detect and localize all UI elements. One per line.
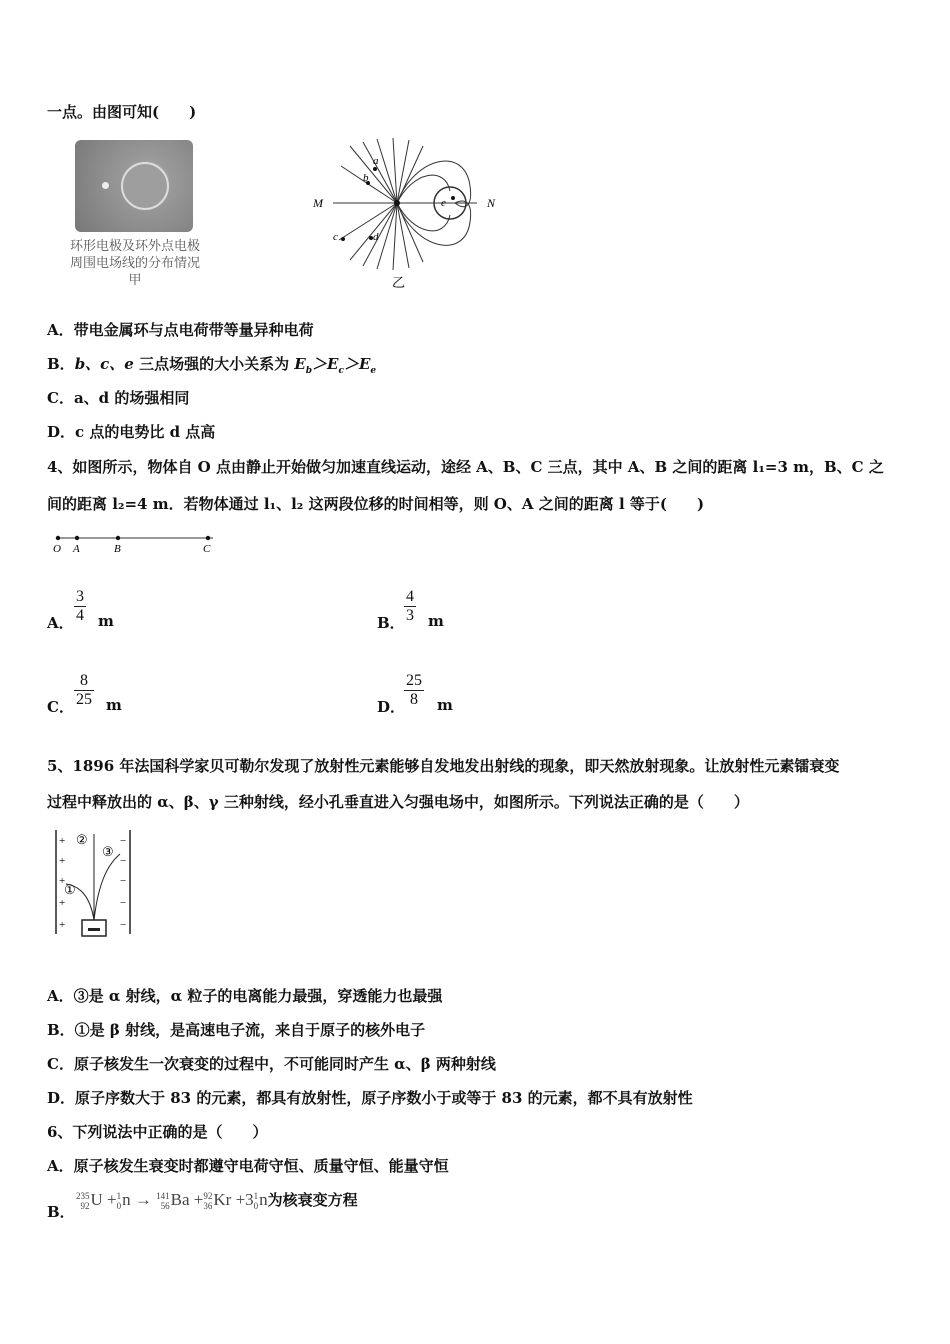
nuclide-numbers — [203, 1191, 212, 1211]
q4-option-d-unit: m — [437, 696, 453, 714]
q3-option-d — [47, 422, 215, 442]
minus-sign: − — [120, 855, 127, 867]
atomic-number: 56 — [160, 1201, 170, 1212]
caption-line: 周围电场线的分布情况 — [69, 256, 200, 271]
label-C: C — [203, 543, 211, 555]
nuclide-numbers — [76, 1191, 90, 1211]
fig-jia-caption — [55, 238, 215, 289]
q3-stem-tail: 一点。由图可知( ) — [47, 103, 197, 121]
source-sample — [88, 928, 100, 931]
atomic-number: 0 — [253, 1201, 259, 1212]
q4-stem-line1: 4、如图所示，物体自 O 点由静止开始做匀加速直线运动，途经 A、B、C 三点，其中 A、B 之间的距离 l₁=3 m，B、C 之 — [47, 458, 884, 476]
field-line — [397, 201, 471, 245]
option-text: a、d 的场强相同 — [73, 389, 190, 407]
field-lines — [333, 138, 477, 270]
label-b: b — [363, 172, 369, 184]
plus-sign: + — [59, 897, 66, 909]
denominator: 4 — [76, 607, 84, 624]
q4-option-d-fraction — [404, 672, 424, 709]
nuclide-numbers — [117, 1191, 122, 1211]
denominator: 25 — [76, 691, 92, 708]
point-c — [341, 237, 345, 241]
point-O — [56, 536, 60, 540]
q4-option-c-fraction — [74, 672, 94, 709]
field-line — [339, 203, 397, 240]
label-M: M — [313, 196, 323, 210]
plus-sign: + — [59, 875, 66, 887]
figure-jia — [75, 140, 193, 232]
label-a: a — [373, 155, 379, 167]
mass-number: 1 — [116, 1191, 122, 1202]
figure-yi — [305, 136, 505, 292]
q4-option-a-fraction — [74, 588, 86, 625]
point-charge — [394, 200, 400, 206]
q6-option-a: A．原子核发生衰变时都遵守电荷守恒、质量守恒、能量守恒 — [47, 1157, 449, 1175]
minus-sign: − — [120, 875, 127, 887]
q5-option-a: A．③是 α 射线，α 粒子的电离能力最强，穿透能力也最强 — [47, 987, 443, 1005]
q4-figure — [48, 530, 223, 558]
q4-stem-line2: 间的距离 l₂=4 m．若物体通过 l₁、l₂ 这两段位移的时间相等，则 O、A 之间的距离 l 等于( ) — [47, 495, 705, 513]
label-ray-2: ② — [76, 832, 88, 847]
atomic-number: 92 — [80, 1201, 90, 1212]
q4-option-c-unit: m — [106, 696, 122, 714]
mass-number: 235 — [76, 1191, 90, 1202]
atomic-number: 0 — [116, 1201, 122, 1212]
symbol-n: n — [259, 1190, 268, 1209]
nuclide-numbers — [156, 1191, 170, 1211]
field-line — [363, 203, 397, 266]
q4-option-a-label: A． — [47, 614, 74, 632]
symbol-n: n — [122, 1190, 131, 1209]
label-yi: 乙 — [392, 275, 406, 290]
q5-option-b: B．①是 β 射线，是高速电子流，来自于原子的核外电子 — [47, 1021, 426, 1039]
fission-equation — [76, 1189, 358, 1211]
mass-number: 141 — [156, 1191, 170, 1202]
q4-option-b-label: B． — [377, 614, 405, 632]
denominator: 3 — [406, 607, 414, 624]
nuclide-numbers — [254, 1191, 259, 1211]
label-ray-1: ① — [64, 882, 76, 897]
point-a — [373, 167, 377, 171]
numerator: 3 — [76, 588, 84, 605]
q5-stem-line2: 过程中释放出的 α、β、γ 三种射线，经小孔垂直进入匀强电场中，如图所示。下列说法正确的是（ ） — [47, 793, 749, 811]
q4-option-b-fraction — [404, 588, 416, 625]
plus-sign: + — [59, 855, 66, 867]
q4-option-a-unit: m — [98, 612, 114, 630]
q5-stem-line1: 5、1896 年法国科学家贝可勒尔发现了放射性元素能够自发地发出射线的现象，即天然放射现象。让放射性元素镭衰变 — [47, 757, 840, 775]
label-e: e — [441, 197, 446, 209]
point-C — [206, 536, 210, 540]
option-label: B． — [47, 355, 75, 373]
mass-number: 92 — [203, 1191, 213, 1202]
point-electrode — [102, 182, 109, 189]
atomic-number: 36 — [203, 1201, 213, 1212]
minus-sign: − — [120, 835, 127, 847]
minus-sign: − — [120, 897, 127, 909]
symbol-Kr: Kr — [213, 1190, 232, 1209]
label-ray-3: ③ — [102, 844, 114, 859]
point-e — [451, 196, 455, 200]
label-d: d — [373, 231, 379, 243]
q6-stem: 6、下列说法中正确的是（ ） — [47, 1123, 268, 1141]
label-N: N — [487, 196, 496, 210]
option-b-tail: 为核衰变方程 — [267, 1191, 358, 1209]
label-A: A — [73, 543, 80, 555]
q4-option-c-label: C． — [47, 698, 74, 716]
option-vars: b、c、e — [74, 355, 134, 373]
q5-option-d: D．原子序数大于 83 的元素，都具有放射性，原子序数小于或等于 83 的元素，都不具有放射性 — [47, 1089, 693, 1107]
minus-sign: − — [120, 919, 127, 931]
label-O: O — [53, 543, 61, 555]
q3-option-c — [47, 388, 189, 408]
label-B: B — [114, 543, 121, 555]
symbol-U: U — [90, 1190, 103, 1209]
q5-figure — [50, 826, 138, 946]
numerator: 25 — [406, 672, 422, 689]
option-label: C． — [47, 389, 74, 407]
plus: + — [107, 1190, 117, 1209]
q6-option-b-label: B． — [47, 1203, 75, 1221]
q5-option-c: C．原子核发生一次衰变的过程中，不可能同时产生 α、β 两种射线 — [47, 1055, 496, 1073]
q4-option-b-unit: m — [428, 612, 444, 630]
arrow: → — [134, 1190, 152, 1209]
plus-sign: + — [59, 835, 66, 847]
numerator: 8 — [74, 672, 94, 691]
option-text: c 点的电势比 d 点高 — [75, 423, 216, 441]
plus: + — [235, 1190, 246, 1209]
numerator: 4 — [406, 588, 414, 605]
caption-line: 环形电极及环外点电极 — [69, 239, 200, 254]
denominator: 8 — [410, 691, 418, 708]
ring-electrode — [121, 162, 169, 210]
plus-sign: + — [59, 919, 66, 931]
symbol-Ba: Ba — [170, 1190, 190, 1209]
q3-option-b — [47, 354, 376, 381]
q4-option-d-label: D． — [377, 698, 406, 716]
relation: $E_b>E_c>E_e$ — [294, 355, 377, 376]
option-text: 三点场强的大小关系为 — [133, 355, 295, 373]
option-label: D． — [47, 423, 76, 441]
coefficient: 3 — [245, 1190, 254, 1209]
q3-option-a: A．带电金属环与点电荷带等量异种电荷 — [47, 321, 314, 339]
plus: + — [193, 1190, 204, 1209]
label-c: c — [333, 231, 338, 243]
mass-number: 1 — [253, 1191, 259, 1202]
ray-3 — [94, 854, 120, 920]
point-B — [116, 536, 120, 540]
point-A — [75, 536, 79, 540]
caption-line: 甲 — [128, 273, 142, 288]
